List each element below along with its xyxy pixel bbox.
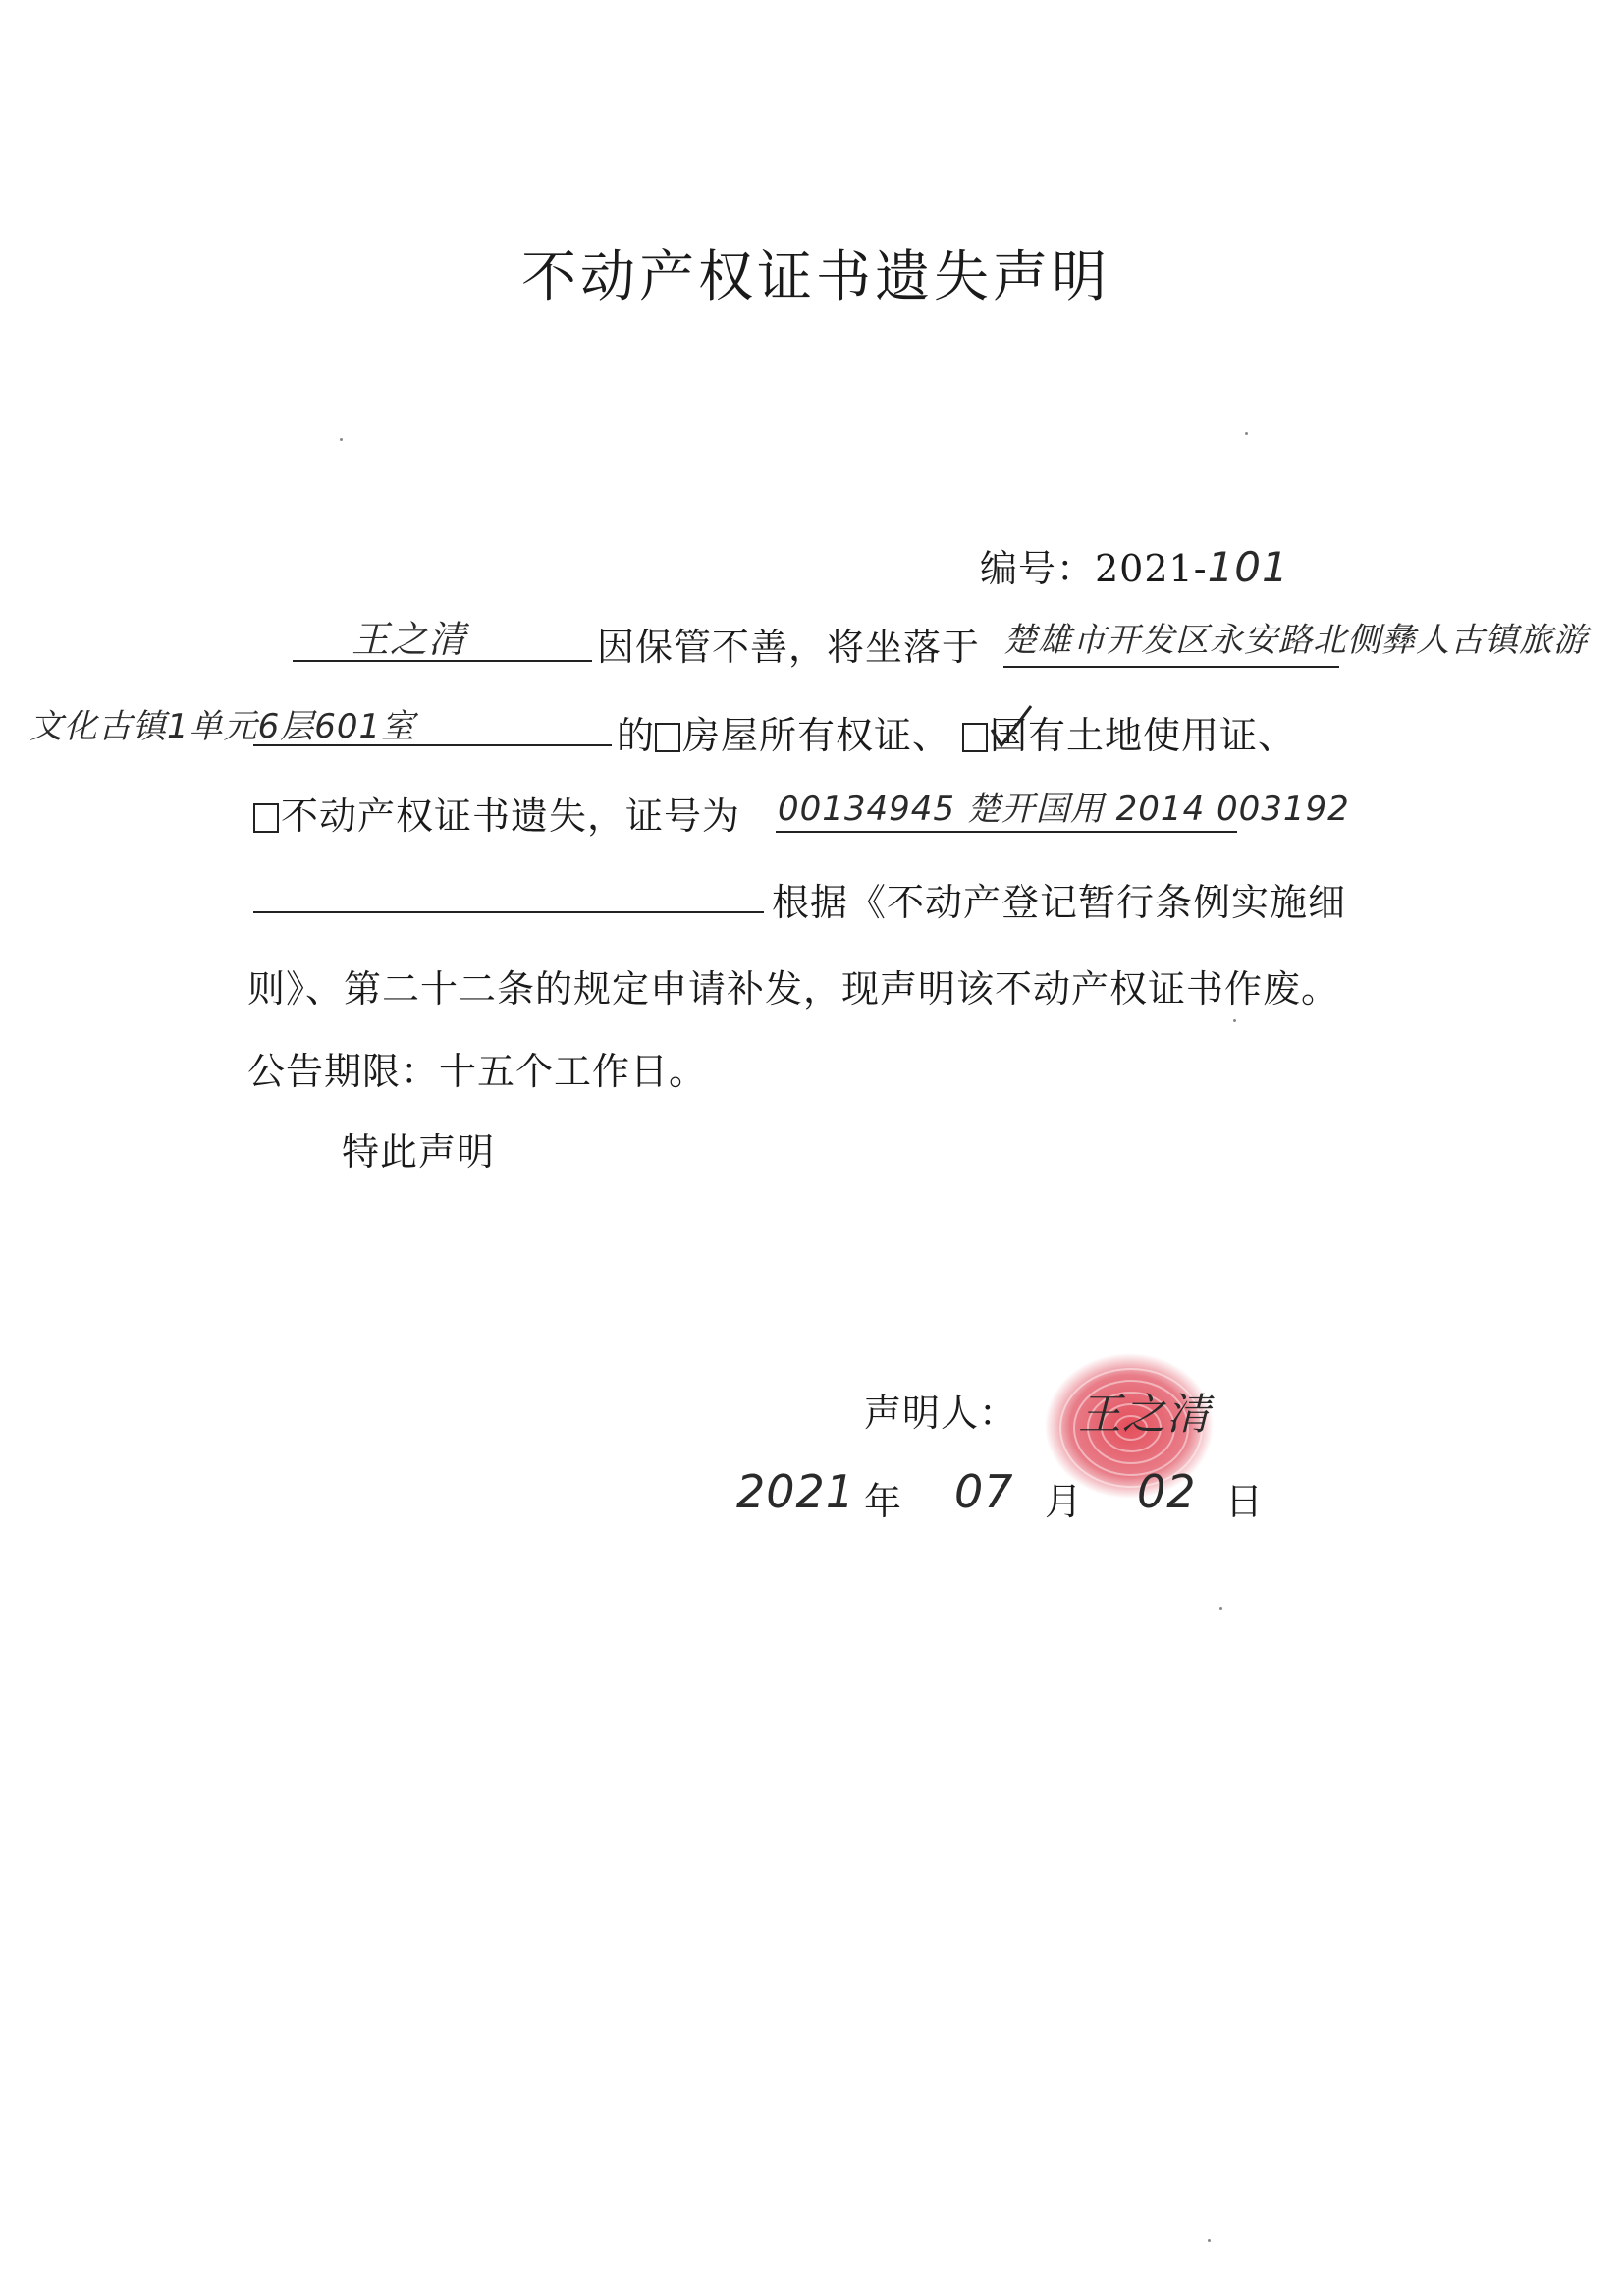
address-part2-underline: [253, 744, 612, 746]
cert-number: 00134945 楚开国用 2014 003192: [778, 790, 1350, 829]
property-cert-checkbox: [253, 803, 279, 833]
date-day: 02: [1137, 1465, 1197, 1518]
scan-speck: [1208, 2239, 1211, 2242]
document-number-label: 编号：2021-: [980, 547, 1208, 590]
document-number: [980, 538, 1289, 592]
date-month: 07: [954, 1465, 1014, 1518]
scan-speck: [1219, 1607, 1222, 1610]
land-cert-checkbox: [962, 723, 988, 752]
document-number-value: 101: [1207, 543, 1289, 591]
date-year: 2021: [736, 1465, 856, 1518]
line1-text: 因保管不善，将坐落于: [597, 626, 981, 669]
house-cert-checkbox: [655, 723, 680, 752]
line5-text: 则》、第二十二条的规定申请补发，现声明该不动产权证书作废。: [247, 967, 1340, 1011]
declarant-label: 声明人：: [864, 1392, 1018, 1435]
scan-speck: [1233, 1019, 1236, 1022]
owner-name: 王之清: [352, 618, 467, 661]
closing-text: 特此声明: [342, 1130, 496, 1174]
scan-speck: [340, 438, 343, 441]
declarant-signature: 王之清: [1078, 1390, 1211, 1440]
cert-number-underline: [776, 831, 1237, 833]
line3-text: [253, 786, 740, 840]
house-cert-label: 房屋所有权证、: [682, 714, 951, 757]
day-label: 日: [1225, 1480, 1265, 1523]
line2-de: 的: [617, 714, 656, 757]
address-part1: 楚雄市开发区永安路北侧彝人古镇旅游: [1003, 621, 1588, 660]
land-cert-label: 国有土地使用证、: [990, 714, 1297, 757]
notice-period: 公告期限：十五个工作日。: [247, 1050, 708, 1093]
property-cert-label: 不动产权证书遗失，证号为: [281, 794, 741, 838]
year-label: 年: [864, 1480, 903, 1523]
document-title: 不动产权证书遗失声明: [521, 246, 1110, 309]
scan-speck: [1245, 432, 1248, 435]
check-mark-icon: [988, 702, 1037, 753]
month-label: 月: [1045, 1480, 1084, 1523]
line4-text: 根据《不动产登记暂行条例实施细: [772, 881, 1347, 924]
line2-text: [617, 705, 1296, 759]
blank-underline: [253, 911, 764, 913]
address-part2: 文化古镇1单元6层601室: [29, 707, 416, 746]
address-underline: [1003, 666, 1339, 668]
